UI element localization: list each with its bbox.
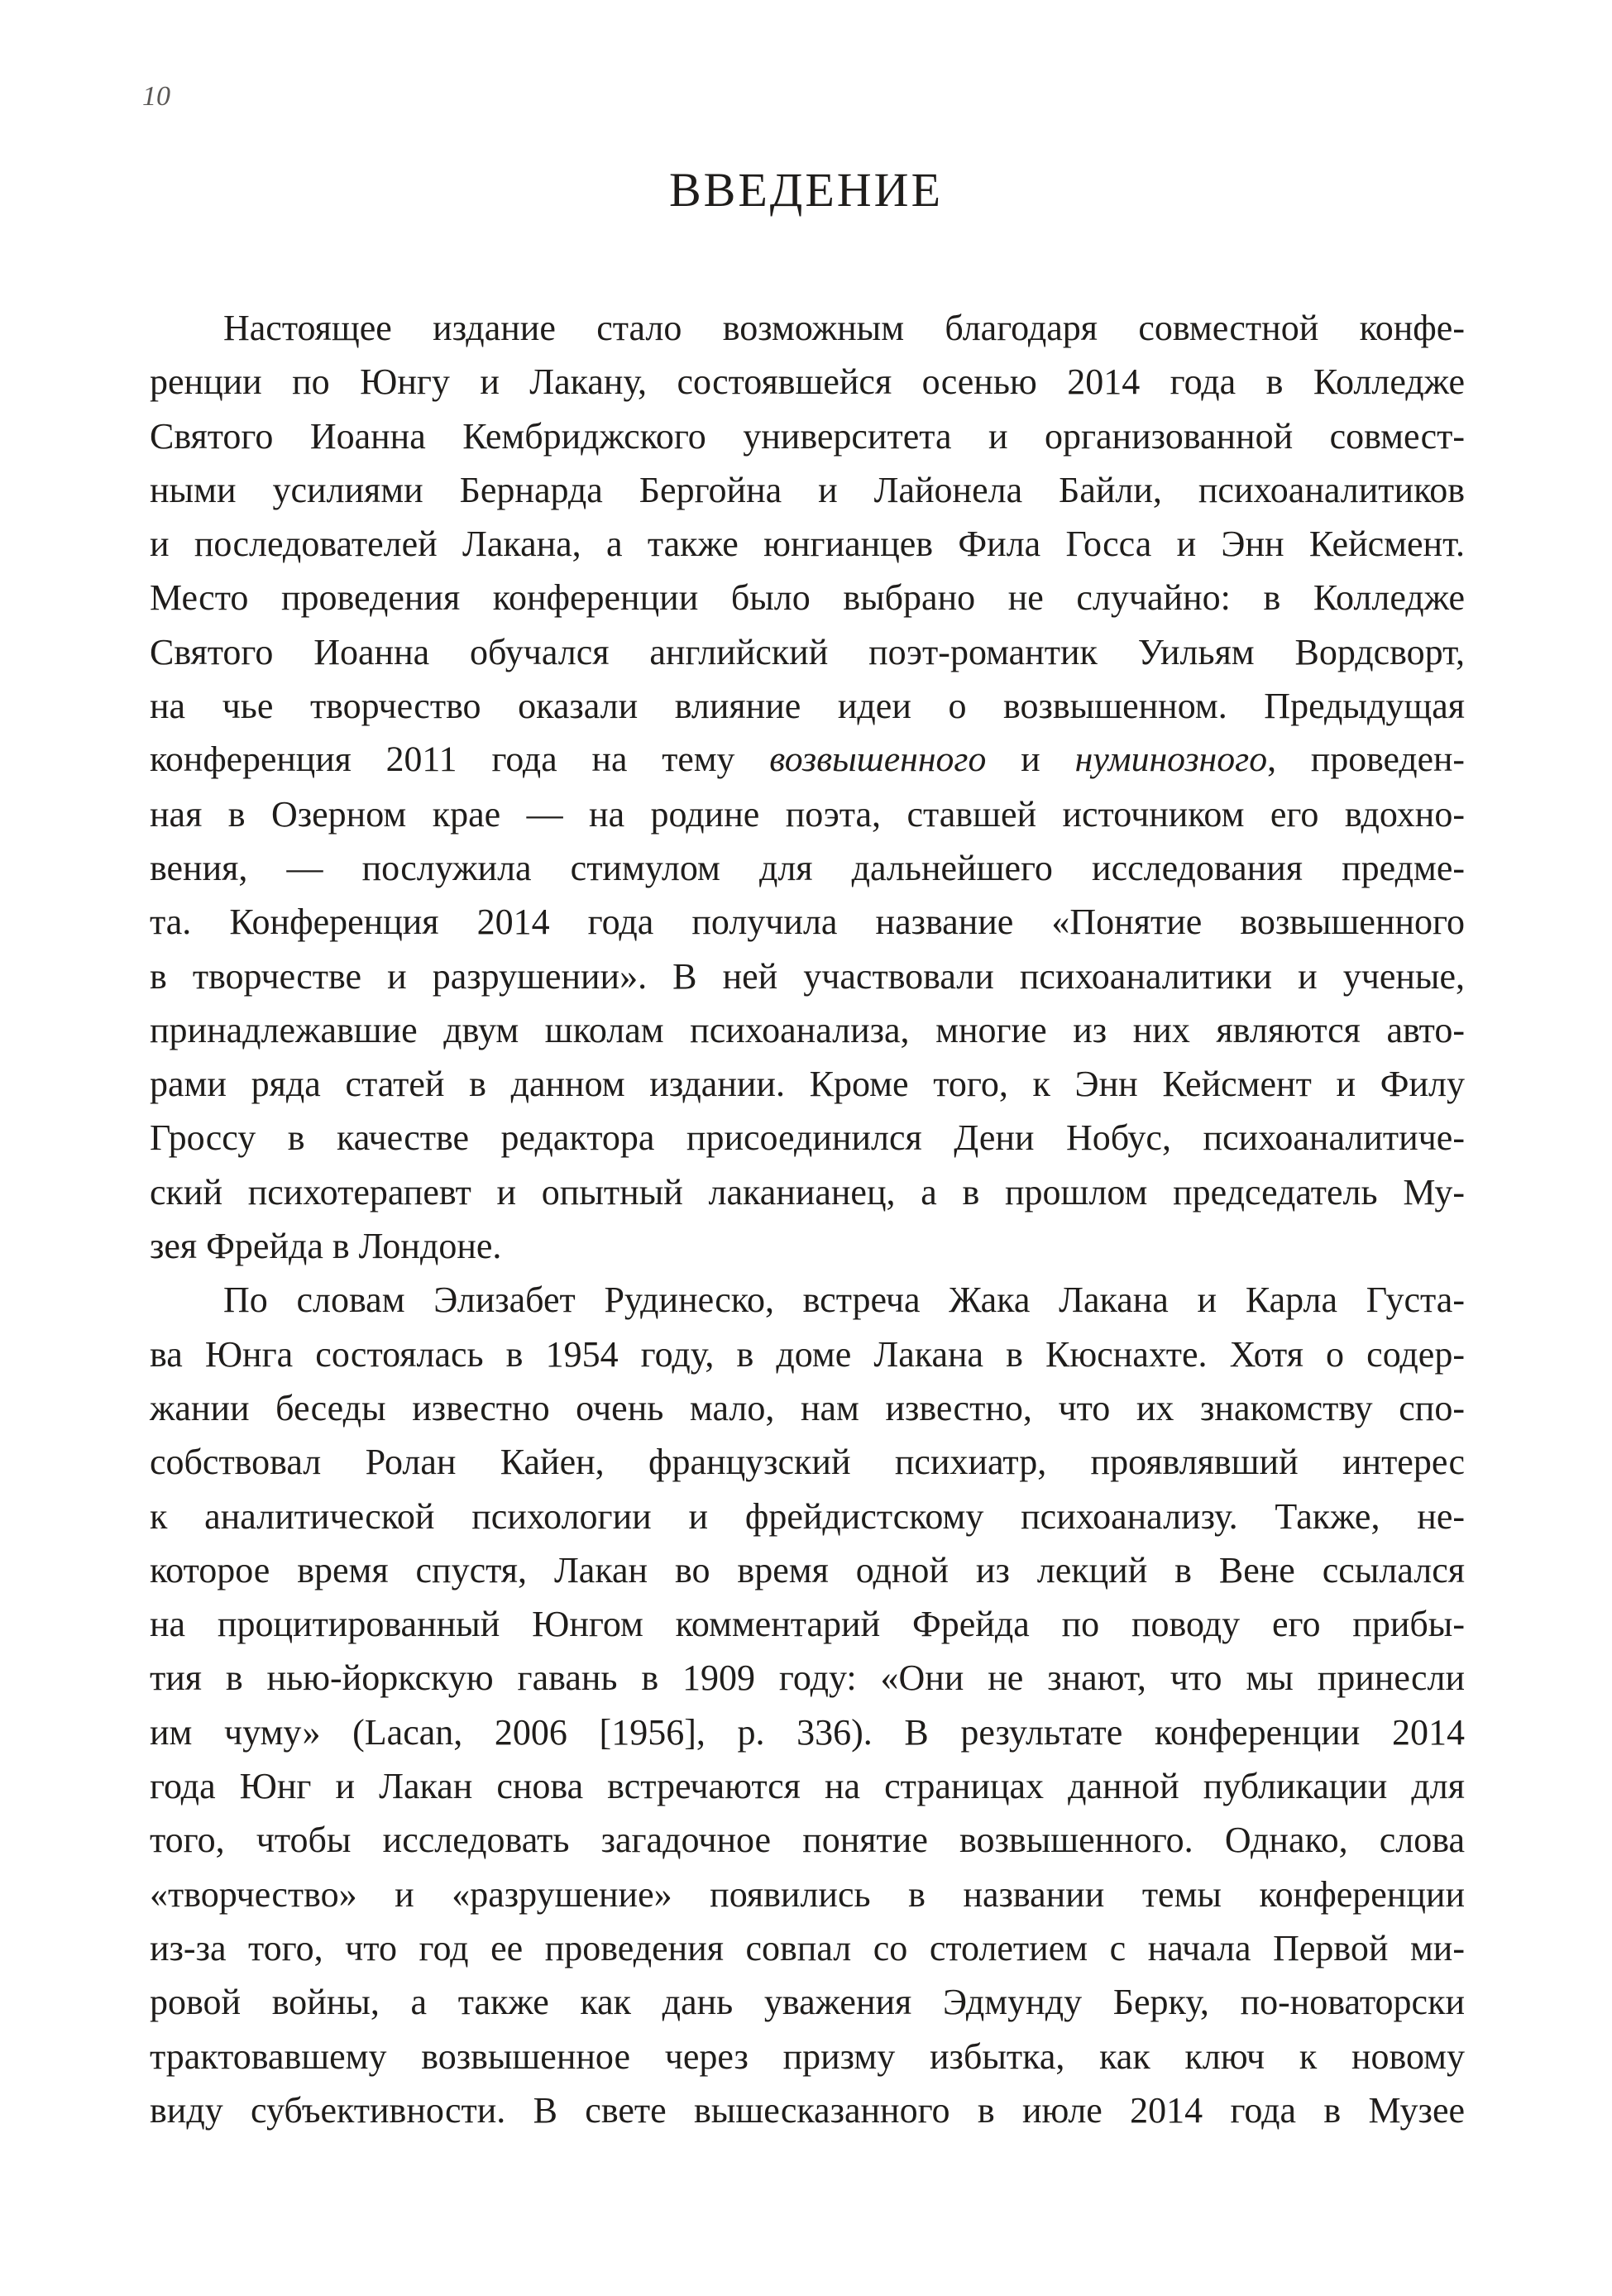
paragraph [150,301,1465,1273]
text-line: тия в нью-йоркскую гавань в 1909 году: «Они не знают, что мы принесли [150,1657,1465,1699]
text-line: принадлежавшие двум школам психоанализа, многие из них являются авто- [150,1009,1465,1050]
text-line: им чуму» (Lacan, 2006 [1956], p. 336). В результате конференции 2014 [150,1711,1465,1753]
text-line: и последователей Лакана, а также юнгианцев Фила Госса и Энн Кейсмент. [150,524,1465,565]
text-line: ная в Озерном крае — на родине поэта, ставшей источником его вдохно- [150,793,1465,835]
chapter-title: ВВЕДЕНИЕ [669,163,943,217]
text-line: которое время спустя, Лакан во время одной из лекций в Вене ссылался [150,1549,1465,1590]
text-line: ными усилиями Бернарда Бергойна и Лайонела Байли, психоаналитиков [150,469,1465,510]
text-line: конференция 2011 года на тему возвышенного и нуминозного, проведен- [150,739,1465,780]
text-line: того, чтобы исследовать загадочное понятие возвышенного. Однако, слова [150,1820,1465,1861]
text-line: та. Конференция 2014 года получила название «Понятие возвышенного [150,902,1465,943]
text-line: жании беседы известно очень мало, нам известно, что их знакомству спо- [150,1387,1465,1428]
italic-term: нуминозного [1074,739,1268,780]
paragraph [150,1273,1465,2137]
page-number: 10 [142,81,170,112]
text-line: Место проведения конференции было выбрано не случайно: в Колледже [150,577,1465,619]
text-line: Святого Иоанна Кембриджского университета и организованной совмест- [150,415,1465,457]
text-line: виду субъективности. В свете вышесказанного в июле 2014 года в Музее [150,2089,1465,2131]
text-line: ский психотерапевт и опытный лаканианец, а в прошлом председатель Му- [150,1171,1465,1213]
text-line: на процитированный Юнгом комментарий Фрейда по поводу его прибы- [150,1604,1465,1645]
text-line: ва Юнга состоялась в 1954 году, в доме Лакана в Кюснахте. Хотя о содер- [150,1333,1465,1375]
italic-term: возвышенного [769,739,987,780]
text-line: ренции по Юнгу и Лакану, состоявшейся осенью 2014 года в Колледже [150,361,1465,403]
body-text [150,301,1465,2137]
text-line: из-за того, что год ее проведения совпал со столетием с начала Первой ми- [150,1927,1465,1968]
text-line: зея Фрейда в Лондоне. [150,1226,502,1267]
text-line: «творчество» и «разрушение» появились в названии темы конференции [150,1873,1465,1915]
text-line: собствовал Ролан Кайен, французский психиатр, проявлявший интерес [150,1442,1465,1483]
text-line: Гроссу в качестве редактора присоединился Дени Нобус, психоаналитиче- [150,1117,1465,1159]
text-line: к аналитической психологии и фрейдистскому психоанализу. Также, не- [150,1495,1465,1537]
text-line: рами ряда статей в данном издании. Кроме того, к Энн Кейсмент и Филу [150,1064,1465,1105]
text-line: ровой войны, а также как дань уважения Эдмунду Берку, по-новаторски [150,1982,1465,2023]
text-line: на чье творчество оказали влияние идеи о возвышенном. Предыдущая [150,686,1465,727]
text-line: в творчестве и разрушении». В ней участвовали психоаналитики и ученые, [150,955,1465,997]
text-line: трактовавшему возвышенное через призму избытка, как ключ к новому [150,2035,1465,2077]
text-line: По словам Элизабет Рудинеско, встреча Жака Лакана и Карла Густа- [223,1280,1465,1321]
text-line: вения, — послужила стимулом для дальнейшего исследования предме- [150,847,1465,888]
text-line: года Юнг и Лакан снова встречаются на страницах данной публикации для [150,1766,1465,1807]
text-line: Настоящее издание стало возможным благодаря совместной конфе- [223,308,1465,348]
text-line: Святого Иоанна обучался английский поэт-романтик Уильям Вордсворт, [150,631,1465,672]
